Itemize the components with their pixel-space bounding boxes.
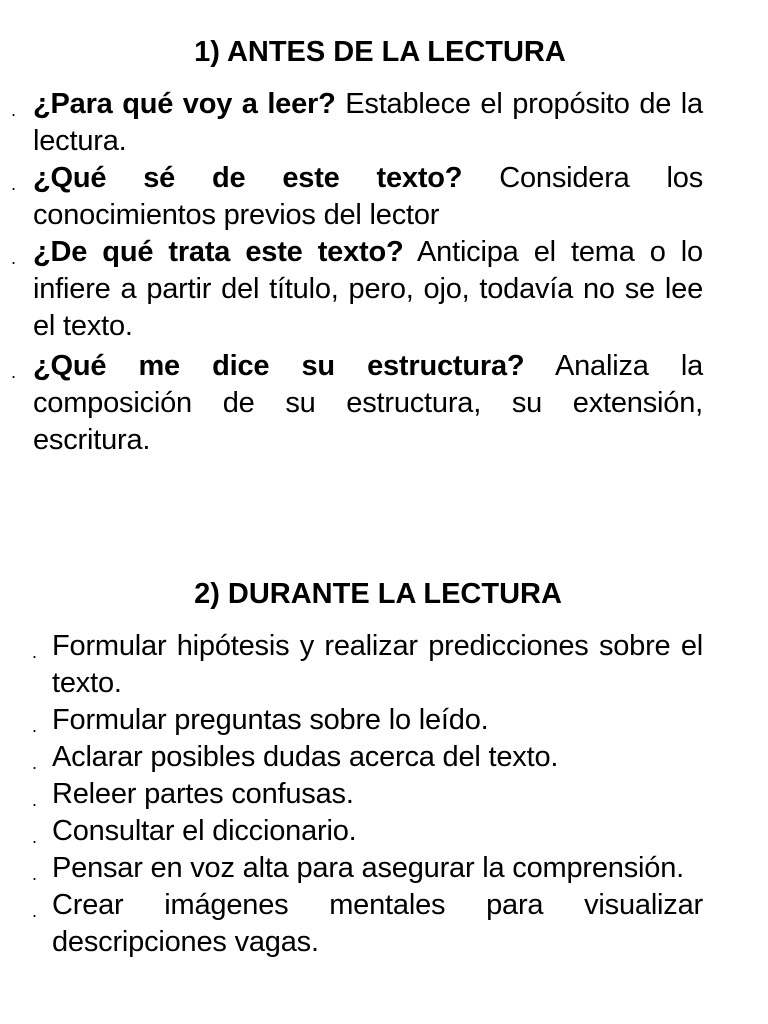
item-text: Pensar en voz alta para asegurar la comprensión. xyxy=(52,852,684,884)
bullet-icon: . xyxy=(32,864,37,884)
bullet-icon: . xyxy=(11,100,16,120)
item-text: Considera los conocimientos previos del lector xyxy=(33,162,703,231)
list-item xyxy=(32,776,703,813)
question-text: ¿Qué me dice su estructura? xyxy=(33,350,525,382)
item-text: Aclarar posibles dudas acerca del texto. xyxy=(52,741,559,773)
bullet-icon: . xyxy=(32,716,37,736)
bullet-icon: . xyxy=(32,901,37,921)
item-text: Formular preguntas sobre lo leído. xyxy=(52,704,489,736)
list-item xyxy=(32,850,703,887)
item-text: Crear imágenes mentales para visualizar descripciones vagas. xyxy=(52,889,703,958)
item-text: Formular hipótesis y realizar predicciones sobre el texto. xyxy=(52,630,703,699)
item-text: Consultar el diccionario. xyxy=(52,815,357,847)
bullet-icon: . xyxy=(11,174,16,194)
list-item xyxy=(32,887,703,961)
bullet-icon: . xyxy=(32,827,37,847)
question-text: ¿De qué trata este texto? xyxy=(33,236,404,268)
question-text: ¿Qué sé de este texto? xyxy=(33,162,463,194)
bullet-icon: . xyxy=(11,248,16,268)
list-item xyxy=(32,702,703,739)
item-text: Releer partes confusas. xyxy=(52,778,354,810)
list-item xyxy=(32,628,703,702)
list-item xyxy=(11,234,703,348)
bullet-icon: . xyxy=(32,790,37,810)
list-item xyxy=(11,86,703,160)
section-title-antes: 1) ANTES DE LA LECTURA xyxy=(194,36,566,68)
bullet-icon: . xyxy=(11,362,16,382)
list-item xyxy=(11,160,703,234)
item-text: Anticipa el tema o lo infiere a partir del título, pero, ojo, todavía no se lee el texto. xyxy=(33,236,703,342)
question-text: ¿Para qué voy a leer? xyxy=(33,88,336,120)
list-antes xyxy=(11,86,703,459)
bullet-icon: . xyxy=(32,753,37,773)
list-item xyxy=(32,813,703,850)
section-title-durante: 2) DURANTE LA LECTURA xyxy=(194,578,562,610)
item-text: Analiza la composición de su estructura, su extensión, escritura. xyxy=(33,350,703,456)
list-item xyxy=(32,739,703,776)
bullet-icon: . xyxy=(32,642,37,662)
list-durante xyxy=(32,628,703,961)
item-text: Establece el propósito de la lectura. xyxy=(33,88,703,157)
list-item xyxy=(11,348,703,459)
